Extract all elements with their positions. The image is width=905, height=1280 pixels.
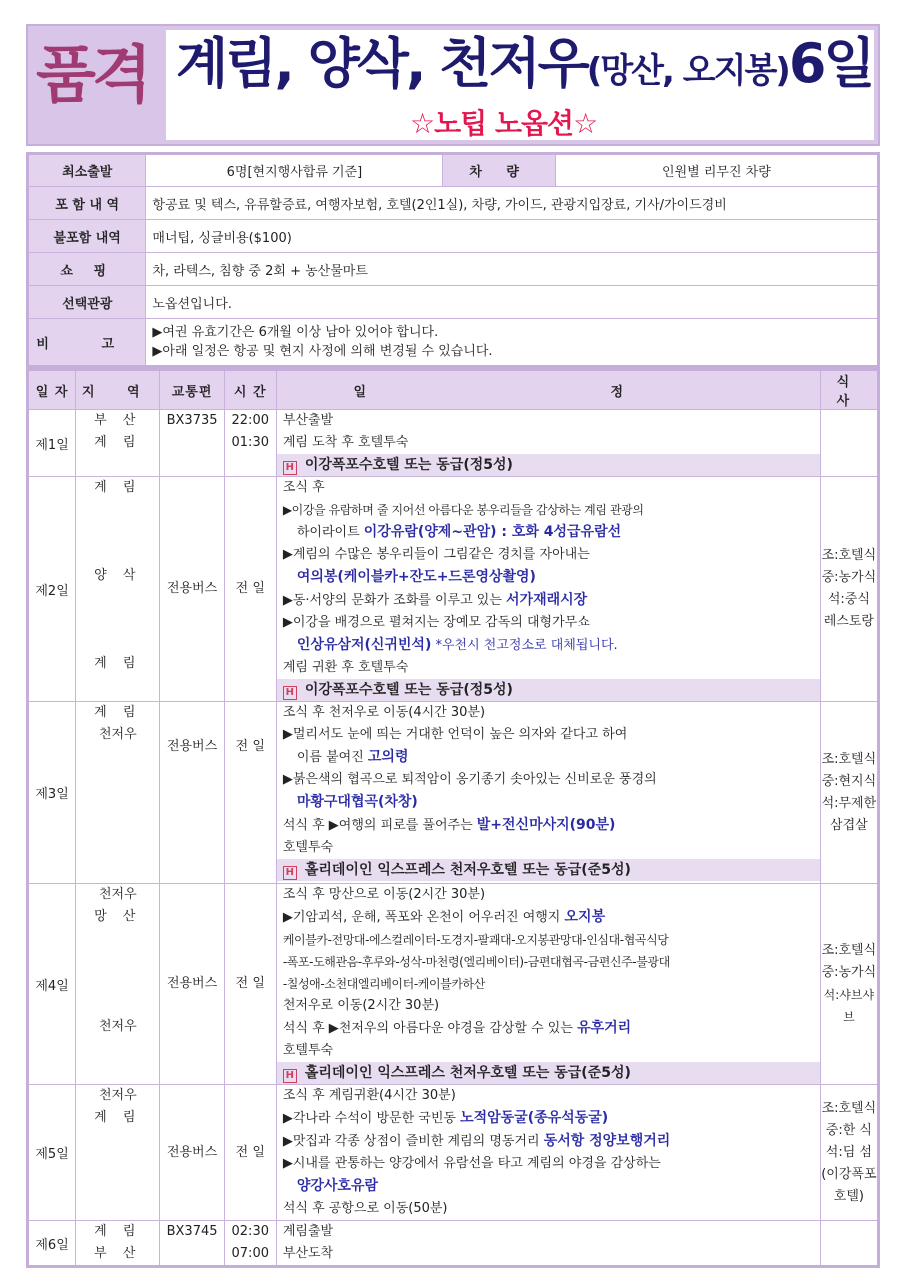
meal-line: 석:샤브샤브	[823, 988, 875, 1024]
itinerary-line: 부산출발	[282, 413, 334, 428]
city	[76, 950, 159, 972]
time: 전 일	[235, 976, 265, 991]
time: 01:30	[231, 435, 269, 450]
city: 천저우	[98, 1019, 137, 1034]
city: 계 림	[94, 435, 142, 450]
meal-line: 석:무제한	[821, 795, 877, 811]
meal-line: 조:호텔식	[821, 548, 877, 563]
itinerary-line: 조식 후	[282, 480, 325, 495]
day-label: 제3일	[28, 702, 76, 884]
itinerary-text: ▶각나라 수석이 방문한 국빈동	[282, 1111, 461, 1126]
header-meal: 식 사	[820, 370, 878, 410]
hotel-name: 이강폭포수호텔 또는 동급(정5성)	[304, 457, 513, 473]
transport: BX3735	[160, 410, 224, 477]
header-day: 일 자	[28, 370, 76, 410]
transport: 전용버스	[160, 1085, 224, 1221]
transport: 전용버스	[160, 477, 224, 702]
times	[224, 702, 276, 884]
itinerary	[276, 1085, 820, 1221]
city	[76, 994, 159, 1016]
itinerary	[276, 702, 820, 884]
itinerary-text: ▶동·서양의 문화가 조화를 이루고 있는	[282, 593, 507, 608]
highlight: 발+전신마사지(90분)	[476, 817, 616, 833]
brand-label: 품격	[36, 38, 148, 111]
times	[224, 1085, 276, 1221]
city: 망 산	[94, 909, 142, 924]
city: 계 림	[94, 1110, 142, 1125]
meals	[820, 1221, 878, 1267]
schedule-row-day5	[28, 1085, 879, 1221]
hotel-icon: H	[283, 686, 297, 700]
header-city: 지 역	[76, 370, 160, 410]
hotel-line	[277, 859, 820, 881]
itinerary-line: 계림 귀환 후 호텔투숙	[282, 660, 409, 675]
highlight-note: *우천시 천고정소로 대체됩니다.	[435, 638, 618, 653]
title-main: 계림, 양삭, 천저우	[176, 32, 587, 95]
city	[76, 972, 159, 994]
itinerary-line: 조식 후 계림귀환(4시간 30분)	[282, 1088, 456, 1103]
schedule-table	[26, 368, 880, 1268]
itinerary-line: ▶멀리서도 눈에 띄는 거대한 언덕이 높은 의자와 같다고 하여	[282, 727, 628, 742]
day-label: 제6일	[28, 1221, 76, 1267]
itinerary-line: -칠성애-소천대엘리베이터-케이블카하산	[282, 977, 485, 991]
hotel-icon: H	[283, 461, 297, 475]
page-subtitle: ☆노팁 노옵션☆	[410, 107, 598, 140]
title-paren: (망산, 오지봉)	[586, 51, 789, 91]
optional-tour-value: 노옵션입니다.	[146, 286, 879, 319]
itinerary-text: 석식 후 ▶천저우의 아름다운 야경을 감상할 수 있는	[282, 1021, 578, 1036]
itinerary-line: 케이블카-전망대-에스컬레이터-도경지-팔괘대-오지봉관망대-인심대-협곡식당	[282, 933, 669, 947]
itinerary-line: 조식 후 망산으로 이동(2시간 30분)	[282, 887, 486, 902]
meal-line: 레스토랑	[823, 614, 874, 629]
header-transport: 교통편	[160, 370, 224, 410]
itinerary-line	[283, 1107, 820, 1130]
itinerary-line	[283, 814, 820, 837]
hotel-line	[277, 454, 820, 476]
itinerary-text: 이름 붙여진	[296, 750, 368, 765]
meal-line: 호텔)	[833, 1188, 864, 1204]
min-departure-label: 최소출발	[28, 154, 146, 187]
day-cities	[76, 410, 160, 477]
note-value	[146, 319, 879, 367]
city	[76, 521, 159, 543]
itinerary-line: 호텔투숙	[282, 840, 334, 855]
city	[76, 499, 159, 521]
city: 천저우	[98, 727, 137, 742]
day-cities	[76, 477, 160, 702]
highlight: 마황구대협곡(차창)	[296, 794, 418, 810]
time: 전 일	[235, 581, 265, 596]
meal-line: 중:농가식	[821, 570, 877, 585]
highlight: 오지봉	[564, 909, 606, 925]
itinerary-line: ▶이강을 유람하며 줄 지어선 아름다운 봉우리들을 감상하는 계림 관광의	[282, 503, 644, 517]
city: 양 삭	[94, 568, 142, 583]
highlight: 유후거리	[577, 1020, 632, 1036]
city: 천저우	[98, 1088, 137, 1103]
times	[224, 410, 276, 477]
min-departure-value: 6명[현지행사합류 기준]	[146, 154, 443, 187]
hotel-name: 홀리데이인 익스프레스 천저우호텔 또는 동급(준5성)	[304, 1065, 631, 1081]
itinerary	[276, 477, 820, 702]
time: 전 일	[235, 739, 265, 754]
itinerary-text: ▶맛집과 각종 상점이 즐비한 계림의 명동거리	[282, 1134, 544, 1149]
meal-line: 조:호텔식	[821, 943, 877, 958]
times	[224, 1221, 276, 1267]
itinerary-line	[283, 566, 820, 589]
hotel-line	[277, 679, 820, 701]
meal-line: 중:농가식	[821, 965, 877, 980]
itinerary-line: ▶붉은색의 협곡으로 퇴적암이 옹기종기 솟아있는 신비로운 풍경의	[282, 772, 657, 787]
time: 22:00	[231, 413, 269, 428]
highlight: 고의령	[367, 749, 409, 765]
hotel-name: 홀리데이인 익스프레스 천저우호텔 또는 동급(준5성)	[304, 862, 631, 878]
hotel-icon: H	[283, 866, 297, 880]
itinerary-line: 천저우로 이동(2시간 30분)	[282, 998, 440, 1013]
transport: 전용버스	[160, 702, 224, 884]
itinerary-line: 석식 후 공항으로 이동(50분)	[282, 1201, 448, 1216]
header-time: 시 간	[224, 370, 276, 410]
itinerary-line: 계림 도착 후 호텔투숙	[282, 435, 409, 450]
city: 부 산	[94, 413, 142, 428]
times	[224, 477, 276, 702]
city: 부 산	[94, 1246, 142, 1261]
highlight: 노적암동굴(종유석동굴)	[460, 1110, 609, 1126]
excluded-value: 매너팁, 싱글비용($100)	[146, 220, 879, 253]
meal-line: 중:한 식	[825, 1122, 872, 1138]
city	[76, 928, 159, 950]
times	[224, 884, 276, 1085]
meals	[820, 410, 878, 477]
time: 전 일	[235, 1144, 265, 1160]
itinerary-line	[283, 906, 820, 929]
itinerary-line: -폭포-도해관음-후루와-성삭-마천령(엘리베이터)-금편대협곡-금편신주-불광대	[282, 955, 670, 969]
title-box	[166, 30, 874, 140]
schedule-row-day2	[28, 477, 879, 702]
itinerary-line	[283, 1175, 820, 1198]
highlight: 여의봉(케이블카+잔도+드론영상촬영)	[296, 569, 536, 585]
shopping-value: 차, 라텍스, 침향 중 2회 + 농산물마트	[146, 253, 879, 286]
city: 계 림	[94, 1224, 142, 1239]
city	[76, 631, 159, 653]
itinerary-line	[283, 634, 820, 657]
meal-line: 석:딤 섬	[825, 1144, 872, 1160]
itinerary-line	[283, 589, 820, 612]
hotel-name: 이강폭포수호텔 또는 동급(정5성)	[304, 682, 513, 698]
itinerary-line	[283, 1130, 820, 1153]
itinerary-text: 하이라이트	[296, 525, 364, 540]
schedule-row-day1	[28, 410, 879, 477]
meal-line: 조:호텔식	[821, 1100, 877, 1116]
schedule-row-day6	[28, 1221, 879, 1267]
city	[76, 609, 159, 631]
transport: 전용버스	[160, 884, 224, 1085]
highlight: 인상유삼저(신귀빈석)	[296, 637, 432, 653]
schedule-row-day3	[28, 702, 879, 884]
meals	[820, 1085, 878, 1221]
shopping-label: 쇼 핑	[28, 253, 146, 286]
highlight: 양강사호유람	[296, 1178, 378, 1194]
time: 07:00	[231, 1246, 269, 1261]
page-header	[26, 24, 880, 146]
itinerary-line	[283, 1017, 820, 1040]
day-cities	[76, 702, 160, 884]
time: 02:30	[231, 1224, 269, 1239]
city: 천저우	[98, 887, 137, 902]
optional-tour-label: 선택관광	[28, 286, 146, 319]
day-cities	[76, 1085, 160, 1221]
itinerary-line	[283, 521, 820, 544]
hotel-line	[277, 1062, 820, 1084]
schedule-header-row	[28, 370, 879, 410]
itinerary-line: ▶계림의 수많은 봉우리들이 그림같은 경치를 자아내는	[282, 547, 590, 562]
note-label: 비 고	[28, 319, 146, 367]
day-label: 제1일	[28, 410, 76, 477]
schedule-row-day4	[28, 884, 879, 1085]
itinerary	[276, 884, 820, 1085]
itinerary-line	[283, 746, 820, 769]
itinerary-line: ▶이강을 배경으로 펼쳐지는 장예모 감독의 대형가무쇼	[282, 615, 590, 630]
included-label: 포 함 내 역	[28, 187, 146, 220]
meal-line: 석:중식	[827, 592, 870, 607]
itinerary	[276, 410, 820, 477]
meals	[820, 702, 878, 884]
day-label: 제4일	[28, 884, 76, 1085]
excluded-label: 불포함 내역	[28, 220, 146, 253]
itinerary	[276, 1221, 820, 1267]
included-value: 항공료 및 텍스, 유류할증료, 여행자보험, 호텔(2인1실), 차량, 가이드, 관광지입장료, 기사/가이드경비	[146, 187, 879, 220]
title-days: 6일	[788, 32, 873, 95]
vehicle-value: 인원별 리무진 차량	[555, 154, 878, 187]
day-cities	[76, 1221, 160, 1267]
highlight: 동서항 정양보행거리	[543, 1133, 671, 1149]
itinerary-text: 석식 후 ▶여행의 피로를 풀어주는	[282, 818, 477, 833]
transport: BX3745	[160, 1221, 224, 1267]
itinerary-line: 조식 후 천저우로 이동(4시간 30분)	[282, 705, 486, 720]
meals	[820, 884, 878, 1085]
highlight: 서가재래시장	[506, 592, 588, 608]
city: 계 림	[94, 705, 142, 720]
city: 계 림	[94, 480, 142, 495]
city	[76, 543, 159, 565]
note-line: ▶여권 유효기간은 6개월 이상 남아 있어야 합니다.	[152, 325, 439, 340]
meal-line: (이강폭포	[821, 1166, 877, 1182]
vehicle-label: 차 량	[443, 154, 555, 187]
day-cities	[76, 884, 160, 1085]
itinerary-text: ▶기암괴석, 운해, 폭포와 온천이 어우러진 여행지	[282, 910, 565, 925]
meal-line: 삼겹살	[830, 817, 868, 833]
info-table	[26, 152, 880, 368]
itinerary-line: 부산도착	[282, 1246, 334, 1261]
day-label: 제5일	[28, 1085, 76, 1221]
page-title	[176, 32, 873, 95]
meals	[820, 477, 878, 702]
note-line: ▶아래 일정은 항공 및 현지 사정에 의해 변경될 수 있습니다.	[152, 344, 493, 359]
itinerary-line: 호텔투숙	[282, 1043, 334, 1058]
hotel-icon: H	[283, 1069, 297, 1083]
header-itinerary: 일 정	[276, 370, 820, 410]
meal-line: 조:호텔식	[821, 751, 877, 767]
itinerary-line	[283, 791, 820, 814]
city: 계 림	[94, 656, 142, 671]
day-label: 제2일	[28, 477, 76, 702]
highlight: 이강유람(양제~관암) : 호화 4성급유람선	[363, 524, 622, 540]
itinerary-line: ▶시내를 관통하는 양강에서 유람선을 타고 계림의 야경을 감상하는	[282, 1156, 661, 1171]
meal-line: 중:현지식	[821, 773, 877, 789]
city	[76, 587, 159, 609]
itinerary-line: 계림출발	[282, 1224, 334, 1239]
